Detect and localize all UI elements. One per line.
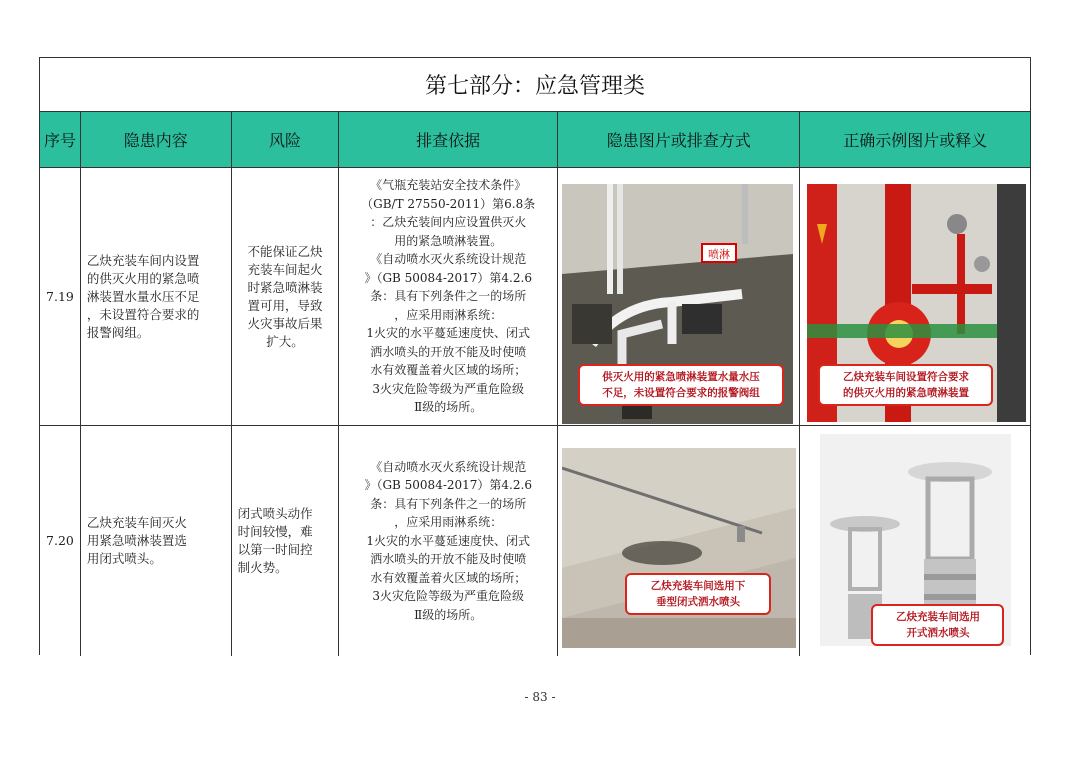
hazard-content <box>81 168 232 425</box>
header-hazard: 隐患内容 <box>81 112 232 167</box>
ceiling-photo-illustration <box>562 448 796 648</box>
table-row <box>40 168 1030 426</box>
hazard-photo-caption: 乙炔充装车间选用下 垂型闭式洒水喷头 <box>625 573 771 615</box>
hazard-photo-cell <box>558 426 800 656</box>
hazard-photo-cell <box>558 168 800 425</box>
page-number: - 83 - <box>524 690 556 704</box>
hazard-photo-caption: 供灭火用的紧急喷淋装置水量水压 不足，未设置符合要求的报警阀组 <box>578 364 784 406</box>
table-header-row <box>40 112 1030 168</box>
pipe-sign-text: 喷淋 <box>707 248 730 261</box>
risk-content <box>232 426 340 656</box>
basis-content <box>339 426 558 656</box>
page-title: 第七部分：应急管理类 <box>40 58 1030 112</box>
correct-photo-cell <box>800 426 1030 656</box>
table-frame <box>39 57 1031 655</box>
basis-content <box>339 168 558 425</box>
risk-text: 不能保证乙炔 充装车间起火 时紧急喷淋装 置可用，导致 火灾事故后果 扩大。 <box>247 243 323 349</box>
row-index: 7.19 <box>40 168 81 425</box>
hazard-content <box>81 426 232 656</box>
hazard-text: 乙炔充装车间内设置 的供灭火用的紧急喷 淋装置水量水压不足 ，未设置符合要求的 报警阀组。 <box>86 252 200 340</box>
correct-photo-caption: 乙炔充装车间选用 开式洒水喷头 <box>871 604 1004 646</box>
header-hazard-photo: 隐患图片或排查方式 <box>558 112 801 167</box>
header-basis: 排查依据 <box>339 112 558 167</box>
correct-photo-cell <box>800 168 1030 425</box>
risk-content <box>232 168 340 425</box>
risk-text: 闭式喷头动作 时间较慢，难 以第一时间控 制火势。 <box>237 506 313 575</box>
header-risk: 风险 <box>232 112 340 167</box>
basis-text: 《气瓶充装站安全技术条件》 （GB/T 27550-2011）第6.8条 ：乙炔充装间内应设置供灭火 用的紧急喷淋装置。 《自动喷水灭火系统设计规范 》（GB 50084-2017）第4.2.6 条：具有下列条件之一的场所 ，应采用雨淋系统： 1火灾的水平蔓延速度快、闭式 洒水喷头的开放不能及时使喷 水有效覆盖着火区域的场所； 3火灾危险等级为严重危险级 Ⅱ级的场所。 <box>361 178 536 415</box>
correct-photo-caption: 乙炔充装车间设置符合要求 的供灭火用的紧急喷淋装置 <box>818 364 993 406</box>
row-index: 7.20 <box>40 426 81 656</box>
header-correct-photo: 正确示例图片或释义 <box>843 131 988 150</box>
table-row <box>40 426 1030 656</box>
hazard-text: 乙炔充装车间灭火 用紧急喷淋装置选 用闭式喷头。 <box>86 515 187 566</box>
hazard-photo <box>562 448 796 648</box>
basis-text: 《自动喷水灭火系统设计规范 》（GB 50084-2017）第4.2.6 条：具有下列条件之一的场所 ，应采用雨淋系统： 1火灾的水平蔓延速度快、闭式 洒水喷头的开放不能及时使喷 水有效覆盖着火区域的场所； 3火灾危险等级为严重危险级 Ⅱ级的场所。 <box>364 459 532 622</box>
header-index: 序号 <box>40 112 81 167</box>
